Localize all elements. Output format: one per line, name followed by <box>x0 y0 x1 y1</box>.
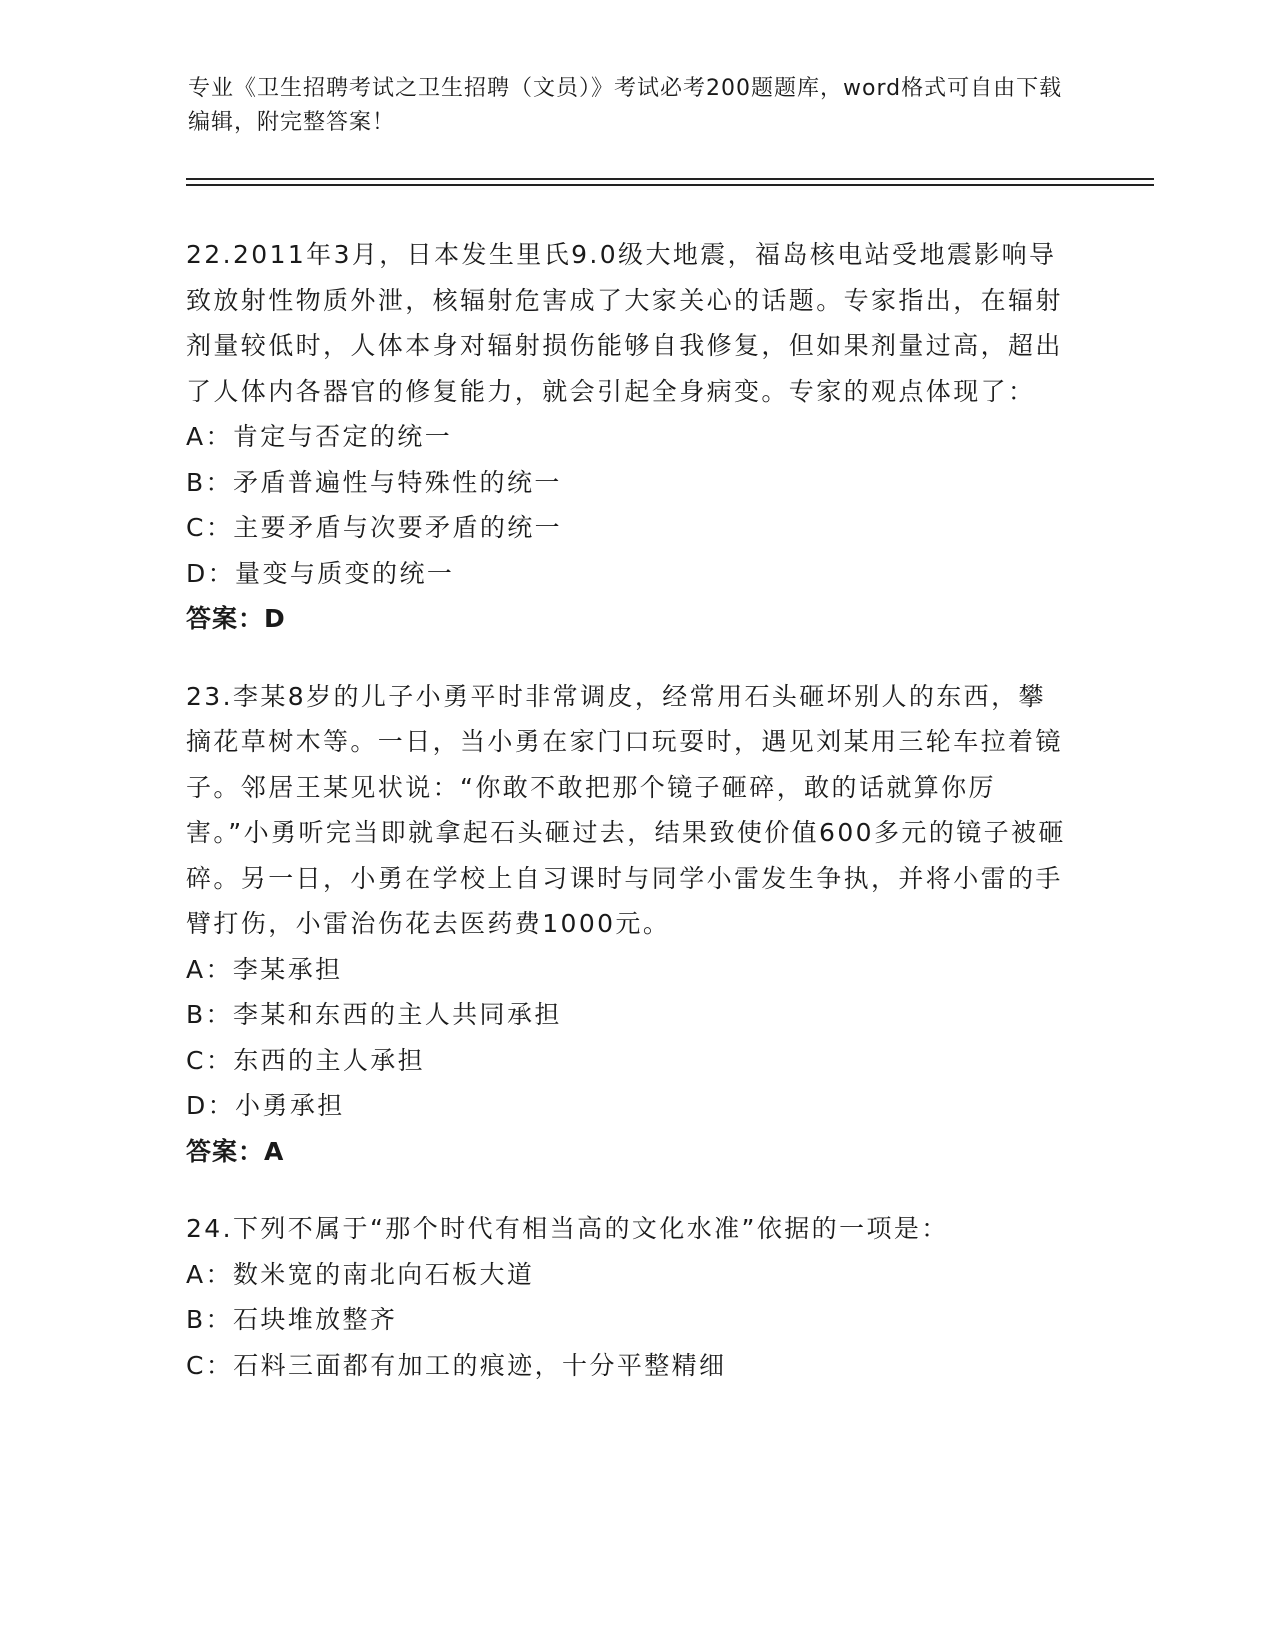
question-text: 24.下列不属于“那个时代有相当高的文化水准”依据的一项是： <box>186 1214 949 1243</box>
question-list <box>186 232 1066 1420</box>
header-divider-bottom <box>186 184 1154 186</box>
option-c: C：石料三面都有加工的痕迹，十分平整精细 <box>186 1350 727 1380</box>
option-a: A：数米宽的南北向石板大道 <box>186 1259 535 1289</box>
option-d: D：小勇承担 <box>186 1091 345 1120</box>
option-a: A：李某承担 <box>186 954 343 984</box>
option-b: B：矛盾普遍性与特殊性的统一 <box>186 467 562 497</box>
question-23 <box>186 674 1066 1175</box>
question-text: 23.李某8岁的儿子小勇平时非常调皮，经常用石头砸坏别人的东西，攀摘花草树木等。一日，当小勇在家门口玩耍时，遇见刘某用三轮车拉着镜子。邻居王某见状说：“你敢不敢把那个镜子砸碎，敢的话就算你厉害。”小勇听完当即就拿起石头砸过去，结果致使价值600多元的镜子被砸碎。另一日，小勇在学校上自习课时与同学小雷发生争执，并将小雷的手臂打伤，小雷治伤花去医药费1000元。 <box>186 681 1066 938</box>
header-divider-top <box>186 178 1154 180</box>
question-24 <box>186 1206 1066 1388</box>
answer-label: 答案：D <box>186 604 286 633</box>
option-c: C：主要矛盾与次要矛盾的统一 <box>186 513 563 542</box>
question-22 <box>186 232 1066 642</box>
option-c: C：东西的主人承担 <box>186 1045 426 1075</box>
option-b: B：李某和东西的主人共同承担 <box>186 1000 562 1029</box>
answer-label: 答案：A <box>186 1136 285 1166</box>
option-a: A：肯定与否定的统一 <box>186 422 453 451</box>
question-text: 22.2011年3月，日本发生里氏9.0级大地震，福岛核电站受地震影响导致放射性物质外泄，核辐射危害成了大家关心的话题。专家指出，在辐射剂量较低时，人体本身对辐射损伤能够自我修复，但如果剂量过高，超出了人体内各器官的修复能力，就会引起全身病变。专家的观点体现了： <box>186 240 1063 406</box>
option-d: D：量变与质变的统一 <box>186 558 455 588</box>
document-header: 专业《卫生招聘考试之卫生招聘（文员）》考试必考200题题库，word格式可自由下载编辑，附完整答案！ <box>188 76 1063 135</box>
option-b: B：石块堆放整齐 <box>186 1305 398 1334</box>
